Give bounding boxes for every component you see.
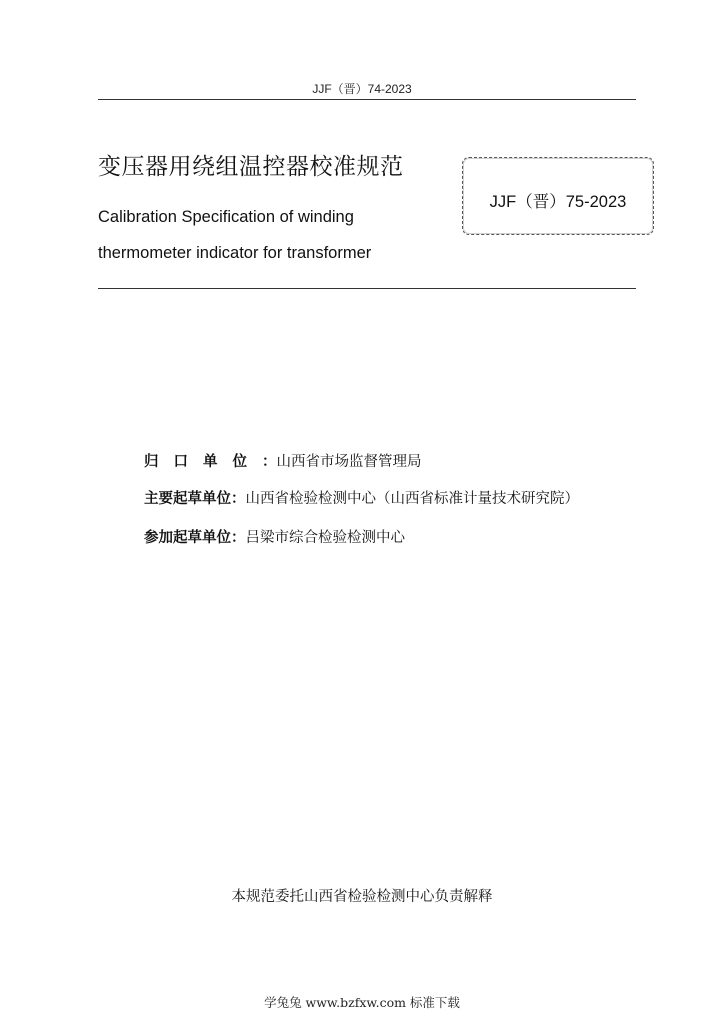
source-watermark: 学兔兔 www.bzfxw.com 标准下载 (264, 995, 460, 1010)
unit-colon: ： (231, 530, 246, 546)
unit-label: 主要起草单位 (144, 491, 231, 507)
unit-colon: ： (231, 491, 246, 507)
header-rule (98, 99, 636, 100)
page-header-code: JJF（晋）74-2023 (312, 82, 412, 96)
unit-row-main-drafter (144, 487, 579, 508)
unit-row-responsible (144, 450, 422, 471)
unit-label: 参加起草单位 (144, 530, 231, 546)
title-chinese: 变压器用绕组温控器校准规范 (98, 154, 404, 180)
unit-row-participant (144, 526, 405, 547)
unit-label: 归口单位 (144, 454, 262, 470)
spec-code: JJF（晋）75-2023 (489, 193, 627, 211)
unit-value: 山西省市场监督管理局 (276, 454, 422, 470)
unit-colon: ： (262, 454, 277, 470)
unit-value: 山西省检验检测中心（山西省标准计量技术研究院） (245, 491, 579, 507)
title-rule (98, 288, 636, 289)
interpretation-note: 本规范委托山西省检验检测中心负责解释 (231, 889, 493, 905)
title-english-line-1: Calibration Specification of winding (98, 208, 354, 226)
title-english-line-2: thermometer indicator for transformer (98, 244, 372, 262)
unit-value: 吕梁市综合检验检测中心 (245, 530, 405, 546)
